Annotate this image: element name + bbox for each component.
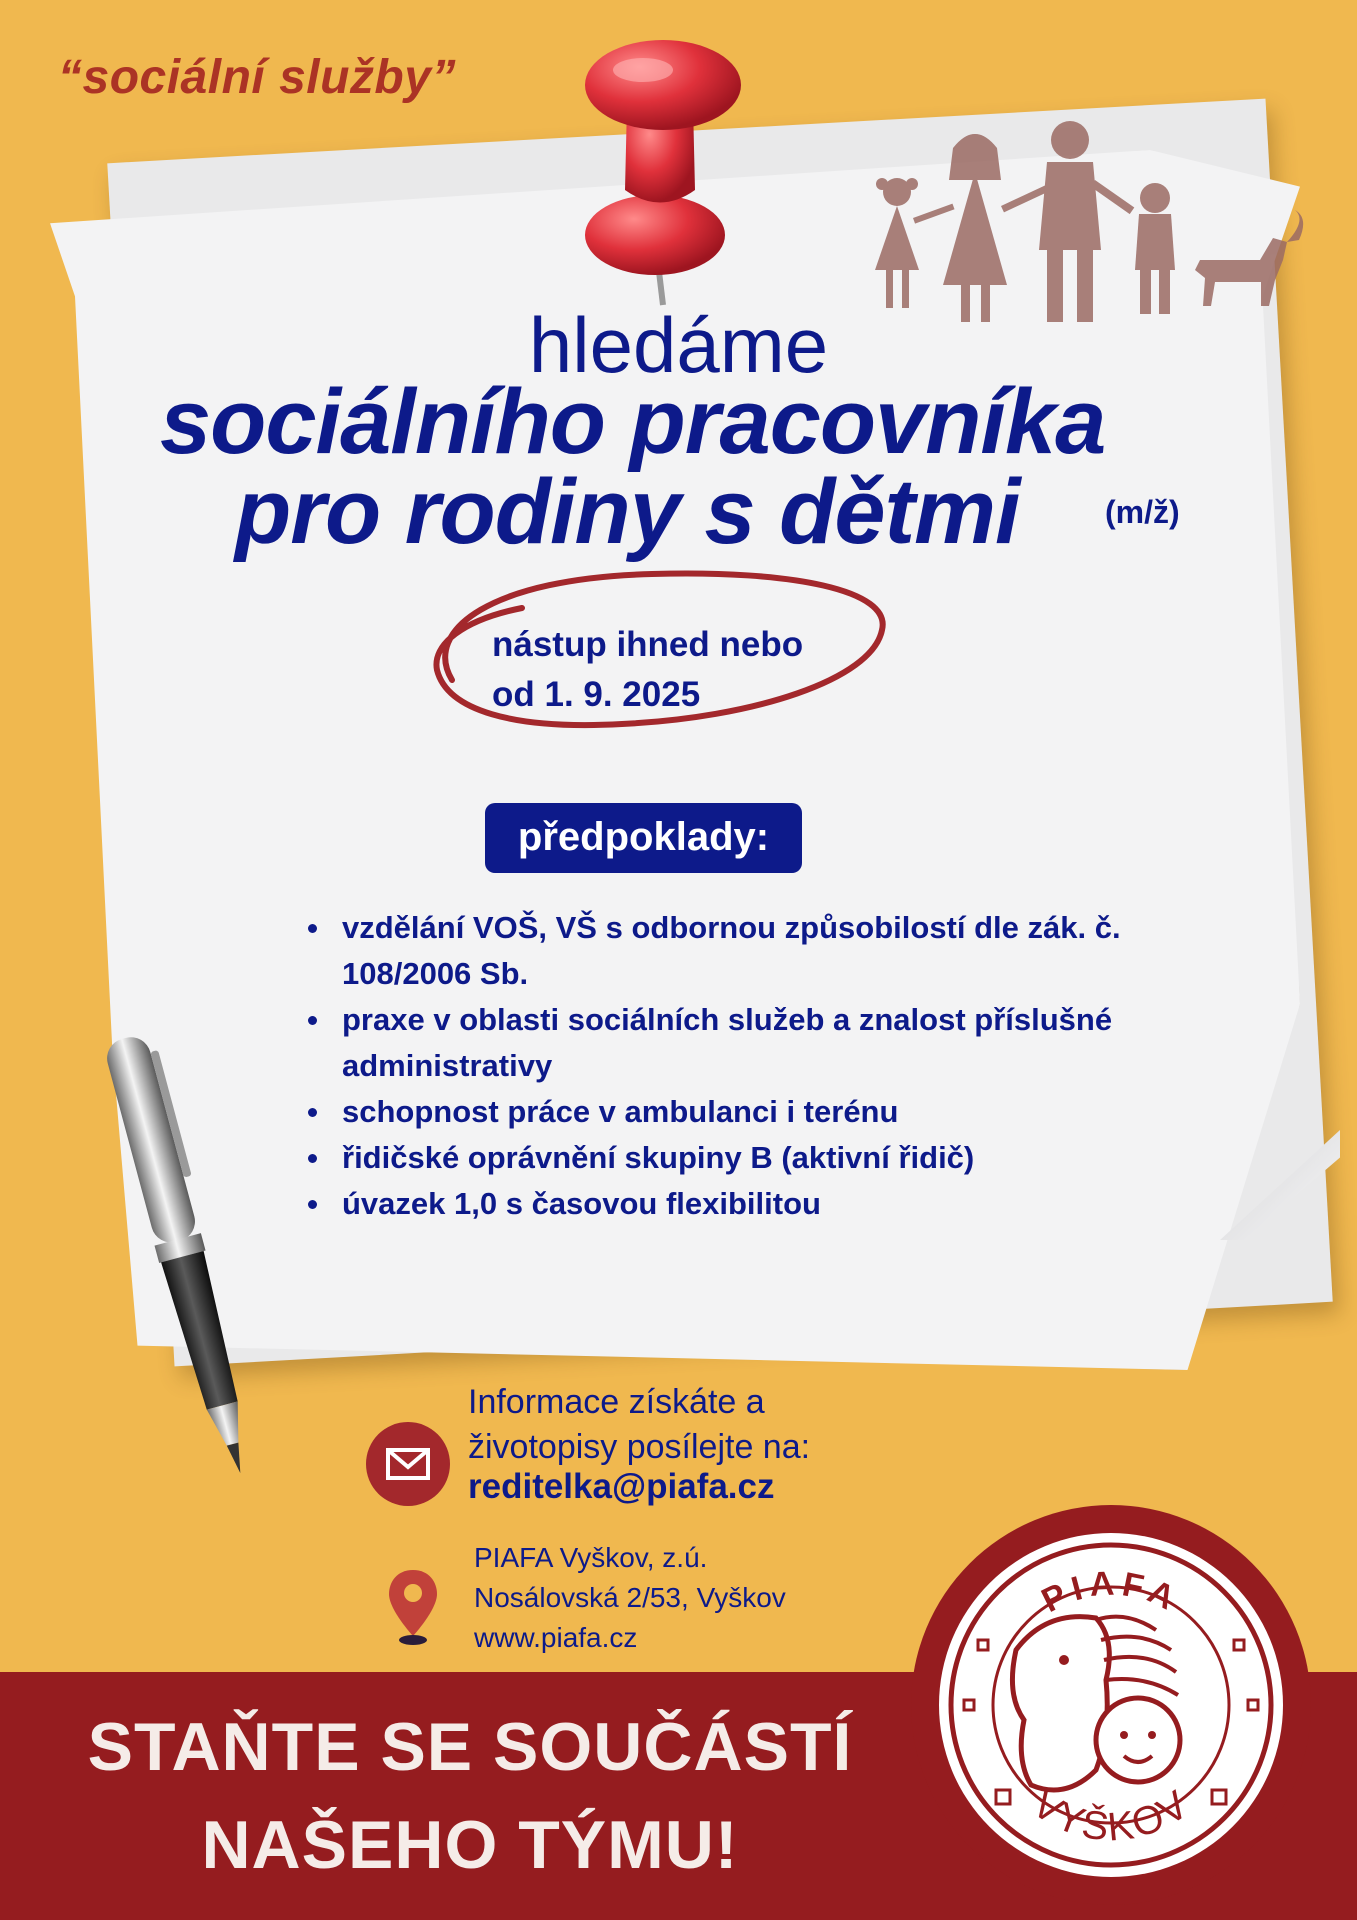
website-link[interactable]: www.piafa.cz	[474, 1622, 638, 1653]
start-date	[492, 620, 803, 720]
envelope-icon	[366, 1422, 450, 1506]
headline-line-1: sociálního pracovníka	[160, 371, 1106, 473]
headline-intro: hledáme	[528, 301, 829, 389]
call-to-action	[0, 1698, 940, 1894]
requirement-item: schopnost práce v ambulanci i terénu	[300, 1089, 1250, 1135]
requirement-item: praxe v oblasti sociálních služeb a znalost příslušné administrativy	[300, 997, 1250, 1089]
requirement-item: řidičské oprávnění skupiny B (aktivní řidič)	[300, 1135, 1250, 1181]
map-pin-icon	[385, 1566, 441, 1648]
contact-email-link[interactable]: reditelka@piafa.cz	[468, 1467, 775, 1506]
start-date-line-1: nástup ihned nebo	[492, 625, 804, 664]
contact-info-line-1: Informace získáte a	[468, 1383, 765, 1421]
street-address: Nosálovská 2/53, Vyškov	[474, 1582, 786, 1613]
tagline: “sociální služby”	[58, 51, 456, 104]
requirements-list	[300, 905, 1250, 1227]
pen-illustration	[90, 1010, 280, 1500]
requirement-item: úvazek 1,0 s časovou flexibilitou	[300, 1181, 1250, 1227]
headline-line-2: pro rodiny s dětmi	[235, 461, 1020, 563]
contact-info-line-2: životopisy posílejte na:	[468, 1428, 811, 1466]
organization-address	[474, 1538, 786, 1658]
cta-line-2: NAŠEHO TÝMU!	[201, 1807, 739, 1883]
cta-line-1: STAŇTE SE SOUČÁSTÍ	[87, 1709, 853, 1785]
start-date-line-2: od 1. 9. 2025	[492, 675, 701, 714]
logo-bottom-text: VYŠKOV	[1024, 1781, 1198, 1850]
gender-note: (m/ž)	[1105, 494, 1180, 530]
requirements-heading: předpoklady:	[485, 803, 802, 873]
family-cutout-illustration	[855, 110, 1315, 325]
logo-top-text: PIAFA	[1035, 1564, 1187, 1621]
organization-name: PIAFA Vyškov, z.ú.	[474, 1542, 708, 1573]
contact-info	[468, 1380, 810, 1470]
push-pin-icon	[555, 25, 775, 310]
piafa-logo	[906, 1500, 1316, 1910]
requirement-item: vzdělání VOŠ, VŠ s odbornou způsobilostí dle zák. č. 108/2006 Sb.	[300, 905, 1250, 997]
